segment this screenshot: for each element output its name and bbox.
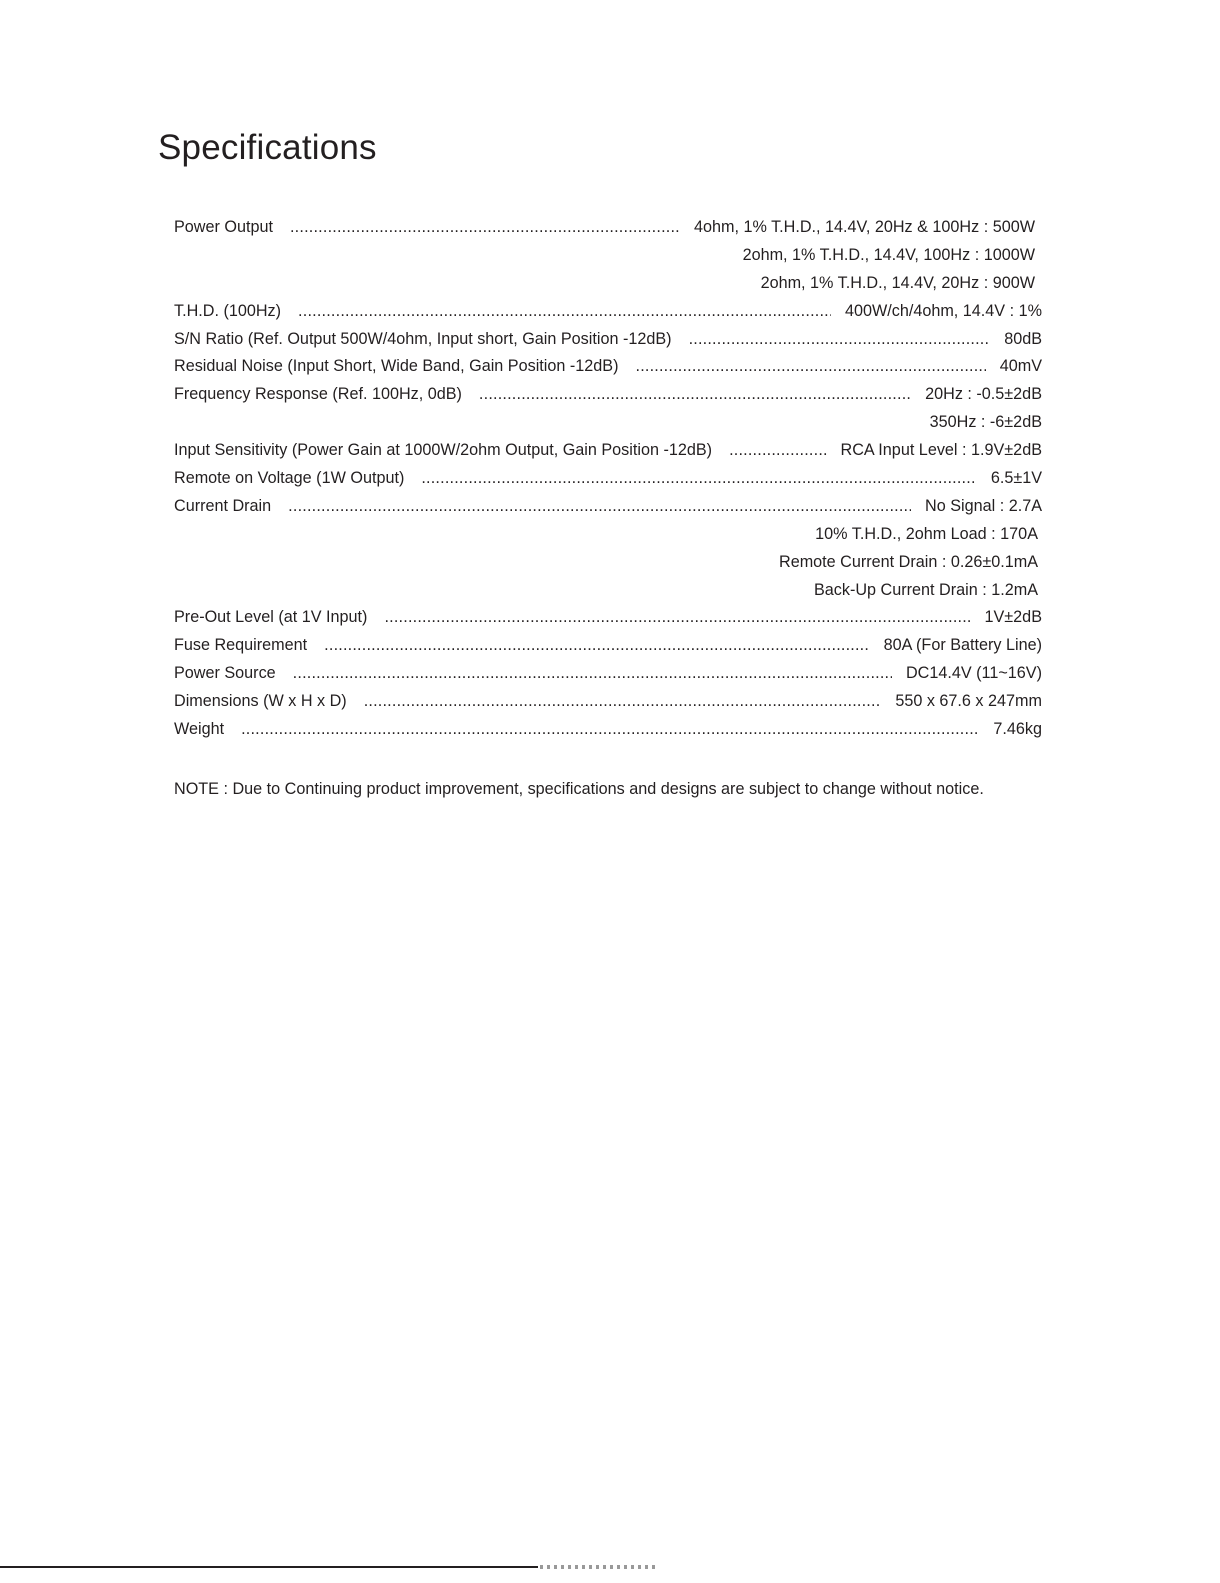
spec-row-residual-noise <box>174 357 1042 385</box>
spec-row-fuse-requirement <box>174 636 1042 664</box>
dot-leader <box>479 385 911 404</box>
spec-label: Power Output <box>174 218 273 236</box>
spec-value: No Signal : 2.7A <box>925 496 1042 515</box>
dot-leader <box>290 218 680 237</box>
spec-value: DC14.4V (11~16V) <box>905 664 1042 683</box>
spec-value: 7.46kg <box>993 720 1042 739</box>
spec-list <box>174 218 1042 748</box>
spec-value: 2ohm, 1% T.H.D., 14.4V, 100Hz : 1000W <box>742 245 1035 264</box>
spec-value: 400W/ch/4ohm, 14.4V : 1% <box>844 301 1042 320</box>
spec-label: Input Sensitivity (Power Gain at 1000W/2ohm Output, Gain Position -12dB) <box>174 441 713 460</box>
spec-value: 4ohm, 1% T.H.D., 14.4V, 20Hz & 100Hz : 500W <box>693 218 1035 236</box>
spec-value: 350Hz : -6±2dB <box>929 413 1042 432</box>
spec-row-power-source <box>174 664 1042 692</box>
spec-label: Residual Noise (Input Short, Wide Band, Gain Position -12dB) <box>174 357 619 376</box>
footer-marks <box>540 1565 655 1569</box>
spec-value: 2ohm, 1% T.H.D., 14.4V, 20Hz : 900W <box>760 273 1035 292</box>
spec-row-continuation <box>174 581 1042 609</box>
dot-leader <box>729 441 826 460</box>
spec-label: Pre-Out Level (at 1V Input) <box>174 608 368 627</box>
dot-leader <box>421 469 976 488</box>
spec-row-continuation <box>174 274 1042 302</box>
spec-value: RCA Input Level : 1.9V±2dB <box>840 441 1042 460</box>
spec-row-thd <box>174 302 1042 330</box>
spec-label: Current Drain <box>174 496 272 515</box>
spec-value: Remote Current Drain : 0.26±0.1mA <box>779 552 1038 571</box>
dot-leader <box>364 692 882 711</box>
spec-row-continuation <box>174 553 1042 581</box>
spec-label: T.H.D. (100Hz) <box>174 301 282 320</box>
page-title: Specifications <box>158 128 377 167</box>
spec-label: Frequency Response (Ref. 100Hz, 0dB) <box>174 385 462 404</box>
spec-row-current-drain <box>174 497 1042 525</box>
spec-row-weight <box>174 720 1042 748</box>
spec-value: 20Hz : -0.5±2dB <box>925 385 1042 404</box>
dot-leader <box>288 497 911 516</box>
spec-row-pre-out-level <box>174 608 1042 636</box>
spec-label: Fuse Requirement <box>174 636 308 655</box>
spec-value: 550 x 67.6 x 247mm <box>895 692 1042 711</box>
spec-label: Weight <box>174 720 225 739</box>
spec-row-sn-ratio <box>174 330 1042 358</box>
spec-row-frequency-response <box>174 385 1042 413</box>
dot-leader <box>384 608 970 627</box>
footer-rule <box>0 1566 538 1568</box>
dot-leader <box>241 720 979 739</box>
spec-value: 1V±2dB <box>984 608 1042 627</box>
spec-row-input-sensitivity <box>174 441 1042 469</box>
spec-row-continuation <box>174 246 1042 274</box>
spec-value: 6.5±1V <box>990 469 1042 488</box>
spec-value: Back-Up Current Drain : 1.2mA <box>813 580 1038 599</box>
spec-label: Dimensions (W x H x D) <box>174 692 347 711</box>
spec-row-dimensions <box>174 692 1042 720</box>
spec-value: 80dB <box>1004 329 1042 348</box>
spec-row-continuation <box>174 525 1042 553</box>
spec-value: 80A (For Battery Line) <box>883 636 1042 655</box>
spec-row-remote-on-voltage <box>174 469 1042 497</box>
note-text: NOTE : Due to Continuing product improvement, specifications and designs are subject to change without notice. <box>174 780 984 798</box>
dot-leader <box>293 664 892 683</box>
spec-value: 40mV <box>999 357 1042 376</box>
dot-leader <box>636 357 986 376</box>
spec-label: Remote on Voltage (1W Output) <box>174 469 405 488</box>
spec-value: 10% T.H.D., 2ohm Load : 170A <box>815 524 1038 543</box>
spec-label: Power Source <box>174 664 276 683</box>
dot-leader <box>324 636 869 655</box>
spec-label: S/N Ratio (Ref. Output 500W/4ohm, Input short, Gain Position -12dB) <box>174 329 672 348</box>
dot-leader <box>689 330 991 349</box>
spec-row-continuation <box>174 413 1042 441</box>
dot-leader <box>298 302 831 321</box>
spec-row-power-output <box>174 218 1042 246</box>
